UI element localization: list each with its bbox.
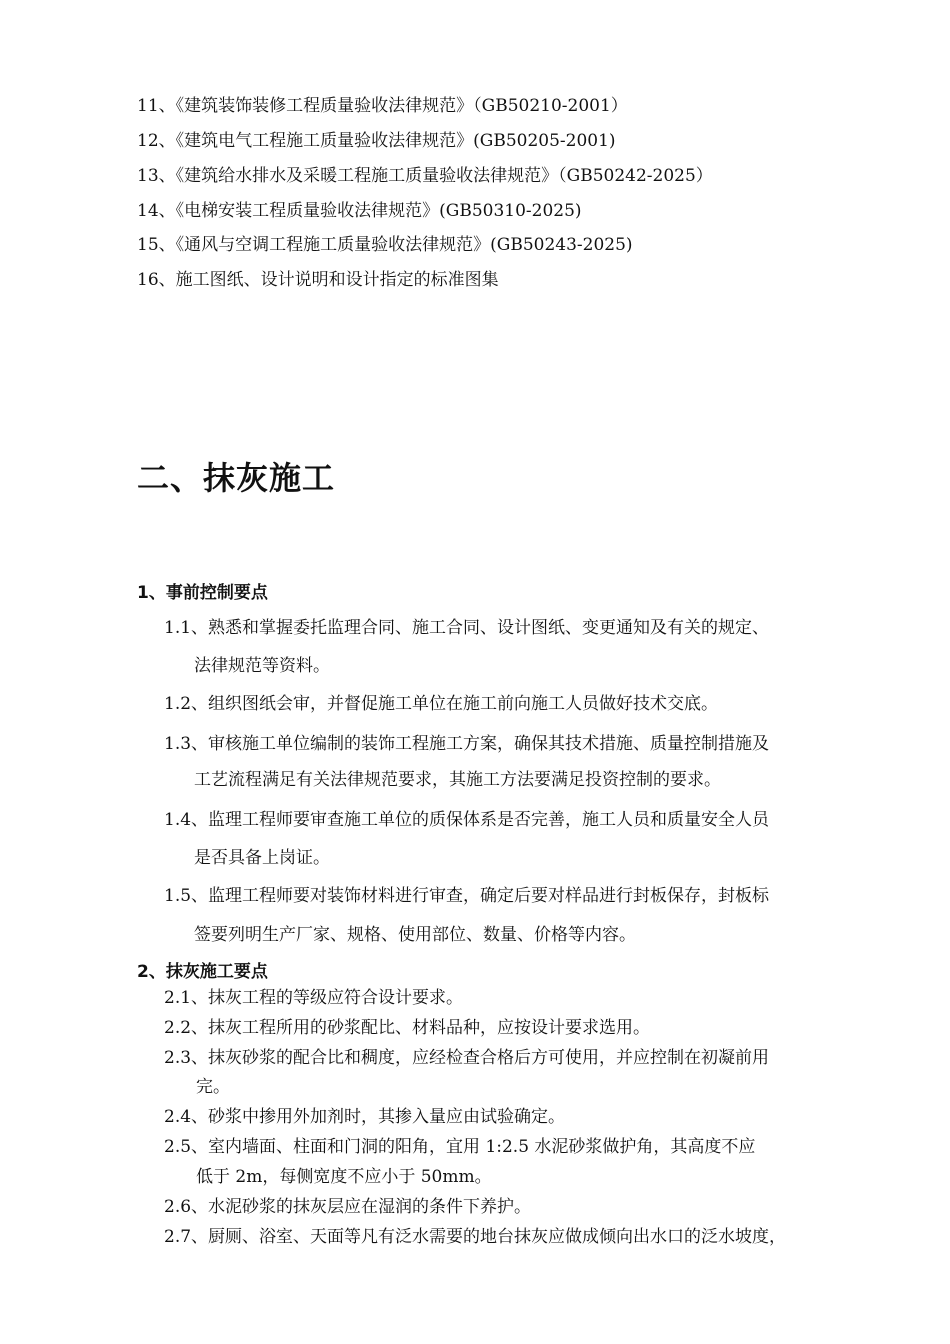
subsection-heading: 1、事前控制要点 bbox=[137, 583, 268, 603]
list-item: 2.5、室内墙面、柱面和门洞的阳角，宜用 1:2.5 水泥砂浆做护角，其高度不应 bbox=[164, 1137, 756, 1157]
list-item: 2.6、水泥砂浆的抹灰层应在湿润的条件下养护。 bbox=[164, 1197, 532, 1217]
list-item-continuation: 法律规范等资料。 bbox=[194, 656, 330, 676]
list-item: 2.1、抹灰工程的等级应符合设计要求。 bbox=[164, 988, 464, 1008]
list-item: 1.3、审核施工单位编制的装饰工程施工方案，确保其技术措施、质量控制措施及 bbox=[164, 734, 770, 754]
section-title: 二、抹灰施工 bbox=[137, 459, 336, 497]
list-item-continuation: 完。 bbox=[196, 1077, 230, 1097]
reference-item: 15、《通风与空调工程施工质量验收法律规范》(GB50243-2025) bbox=[137, 235, 633, 255]
reference-item: 16、施工图纸、设计说明和设计指定的标准图集 bbox=[137, 270, 499, 290]
list-item-continuation: 签要列明生产厂家、规格、使用部位、数量、价格等内容。 bbox=[194, 925, 636, 945]
list-item: 2.4、砂浆中掺用外加剂时，其掺入量应由试验确定。 bbox=[164, 1107, 566, 1127]
list-item-continuation: 工艺流程满足有关法律规范要求，其施工方法要满足投资控制的要求。 bbox=[194, 770, 721, 790]
list-item-continuation: 是否具备上岗证。 bbox=[194, 848, 330, 868]
list-item: 1.5、监理工程师要对装饰材料进行审查，确定后要对样品进行封板保存，封板标 bbox=[164, 886, 770, 906]
list-item: 1.2、组织图纸会审，并督促施工单位在施工前向施工人员做好技术交底。 bbox=[164, 694, 719, 714]
subsection-heading: 2、抹灰施工要点 bbox=[137, 962, 268, 982]
reference-item: 11、《建筑装饰装修工程质量验收法律规范》（GB50210-2001） bbox=[137, 96, 628, 116]
list-item: 2.7、厨厕、浴室、天面等凡有泛水需要的地台抹灰应做成倾向出水口的泛水坡度， bbox=[164, 1227, 787, 1247]
reference-item: 12、《建筑电气工程施工质量验收法律规范》(GB50205-2001) bbox=[137, 131, 616, 151]
list-item-continuation: 低于 2m，每侧宽度不应小于 50mm。 bbox=[196, 1167, 492, 1187]
reference-item: 14、《电梯安装工程质量验收法律规范》(GB50310-2025) bbox=[137, 201, 582, 221]
list-item: 2.3、抹灰砂浆的配合比和稠度，应经检查合格后方可使用，并应控制在初凝前用 bbox=[164, 1048, 770, 1068]
list-item: 2.2、抹灰工程所用的砂浆配比、材料品种，应按设计要求选用。 bbox=[164, 1018, 651, 1038]
reference-item: 13、《建筑给水排水及采暖工程施工质量验收法律规范》（GB50242-2025） bbox=[137, 166, 713, 186]
list-item: 1.4、监理工程师要审查施工单位的质保体系是否完善，施工人员和质量安全人员 bbox=[164, 810, 770, 830]
list-item: 1.1、熟悉和掌握委托监理合同、施工合同、设计图纸、变更通知及有关的规定、 bbox=[164, 618, 770, 638]
